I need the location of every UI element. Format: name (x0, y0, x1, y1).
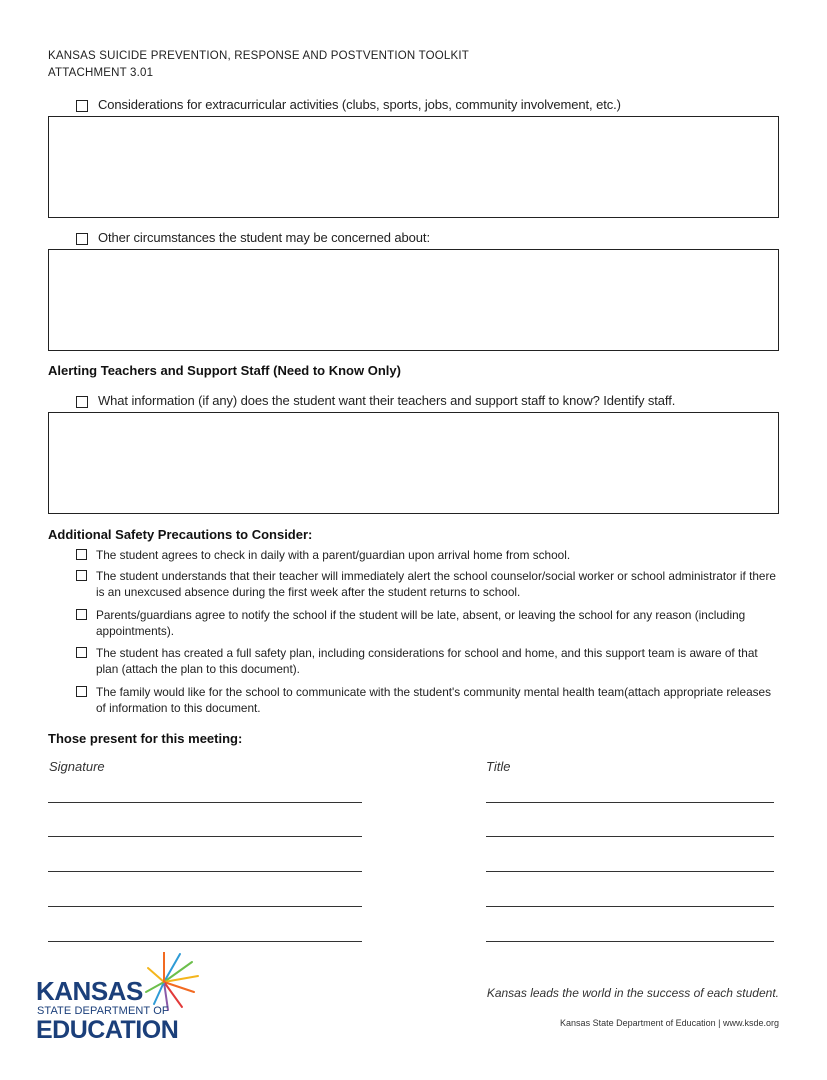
precaution-checkbox[interactable] (76, 609, 87, 620)
extracurricular-question (76, 97, 621, 112)
title-line[interactable] (486, 871, 774, 872)
precaution-item (76, 568, 782, 600)
extracurricular-checkbox[interactable] (76, 100, 88, 112)
title-line[interactable] (486, 906, 774, 907)
precaution-item (76, 645, 782, 677)
precaution-checkbox[interactable] (76, 570, 87, 581)
signature-line[interactable] (48, 802, 362, 803)
footer-org: Kansas State Department of Education | www.ksde.org (560, 1018, 779, 1028)
precaution-item (76, 607, 782, 639)
precaution-checkbox[interactable] (76, 549, 87, 560)
alerting-heading: Alerting Teachers and Support Staff (Need to Know Only) (48, 363, 401, 378)
signature-line[interactable] (48, 941, 362, 942)
footer-tagline: Kansas leads the world in the success of each student. (486, 986, 779, 1000)
precaution-item (76, 547, 782, 563)
meeting-heading: Those present for this meeting: (48, 731, 243, 746)
precautions-heading: Additional Safety Precautions to Consider: (48, 527, 313, 542)
precaution-item (76, 684, 782, 716)
teacher-info-response-box[interactable] (48, 412, 779, 514)
other-circumstances-question (76, 230, 430, 245)
teacher-info-question (76, 393, 675, 408)
title-label: Title (486, 759, 511, 774)
document-header-line2: ATTACHMENT 3.01 (48, 67, 154, 79)
other-circumstances-label: Other circumstances the student may be concerned about: (98, 230, 430, 245)
title-line[interactable] (486, 836, 774, 837)
title-line[interactable] (486, 802, 774, 803)
teacher-info-label: What information (if any) does the student want their teachers and support staff to know? Identify staff. (98, 393, 676, 408)
ksde-logo (36, 952, 216, 1047)
precaution-text: The family would like for the school to communicate with the student's community mental health team(attach appropriate releases of information to this document. (96, 685, 772, 715)
title-line[interactable] (486, 941, 774, 942)
precaution-text: The student has created a full safety plan, including considerations for school and home, and this support team is aware of that plan (attach the plan to this document). (96, 646, 758, 676)
logo-education-text: EDUCATION (36, 1016, 179, 1044)
signature-line[interactable] (48, 871, 362, 872)
logo-dept-text: STATE DEPARTMENT OF (37, 1005, 169, 1017)
document-header-line1: KANSAS SUICIDE PREVENTION, RESPONSE AND POSTVENTION TOOLKIT (48, 50, 469, 62)
signature-line[interactable] (48, 906, 362, 907)
precaution-text: Parents/guardians agree to notify the school if the student will be late, absent, or leaving the school for any reason (including appointments). (96, 608, 746, 638)
precaution-checkbox[interactable] (76, 647, 87, 658)
extracurricular-label: Considerations for extracurricular activities (clubs, sports, jobs, community involvement, etc.) (98, 97, 621, 112)
signature-line[interactable] (48, 836, 362, 837)
signature-label: Signature (49, 759, 105, 774)
logo-kansas-text: KANSAS (36, 976, 143, 1006)
extracurricular-response-box[interactable] (48, 116, 779, 218)
precaution-checkbox[interactable] (76, 686, 87, 697)
other-circumstances-response-box[interactable] (48, 249, 779, 351)
teacher-info-checkbox[interactable] (76, 396, 88, 408)
other-circumstances-checkbox[interactable] (76, 233, 88, 245)
precaution-text: The student understands that their teacher will immediately alert the school counselor/social worker or school administrator if there is an unexcused absence during the first week after the student returns to school. (96, 569, 776, 599)
precaution-text: The student agrees to check in daily with a parent/guardian upon arrival home from school. (96, 548, 571, 562)
